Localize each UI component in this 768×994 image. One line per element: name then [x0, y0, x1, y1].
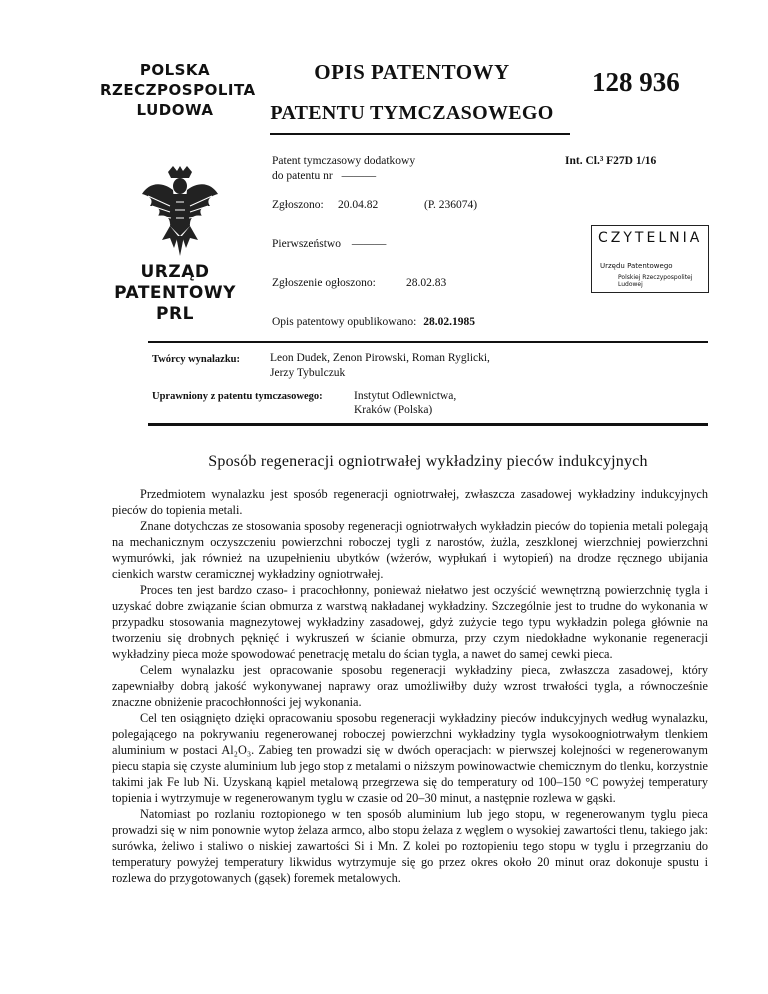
stamp-line-1: Urzędu Patentowego	[600, 262, 673, 270]
owner-line-2: Kraków (Polska)	[354, 404, 433, 416]
paragraph: Przedmiotem wynalazku jest sposób regeneracji ogniotrwałej, zwłaszcza zasadowej wykładziny indukcyjnych pieców do topienia metali.	[112, 487, 708, 517]
paragraph: Cel ten osiągnięto dzięki opracowaniu sposobu regeneracji wykładziny pieców indukcyjnych według wynalazku, polegającego na pokrywaniu regenerowanej roboczej powierzchni wykładziny tygla wysokoogniotrwałym tlenkiem aluminium w postaci Al₂O₃. Zabieg ten prowadzi się w dwóch operacjach: w pierwszej kolejności w regenerowanym piecu stapia się czyste aluminium lub jego stop z metalami o niższym powinowactwie chemicznym do tlenku, korzystnie takimi jak Fe lub Ni. Uzyskaną kąpiel metalową przegrzewa się do temperatury od 100–150 °C powyżej temperatury topienia i wytrzymuje w regenerowanym tyglu w czasie od 20–30 minut, a następnie rozlewa w gąski.	[112, 711, 708, 805]
office-line: URZĄD	[140, 262, 210, 282]
document-title	[262, 58, 562, 128]
additional-patent-label-1: Patent tymczasowy dodatkowy	[272, 155, 416, 167]
paragraph: Proces ten jest bardzo czaso- i pracochłonny, ponieważ niełatwo jest oczyścić wewnętrzną powierzchnię tygla i uzyskać dobre związanie ścian obmurza z warstwą nakładanej wykładziny. Szczególnie jest to trudne do wykonania w przypadku stosowania magnezytowej wykładziny zasadowej, gdyż zużycie tego typu wykładzin polega głównie na tworzeniu się drobnych pęknięć i wykruszeń w ścianie obmurza, przy czym niedokładne wykonanie regeneracji wykładziny pieca może spowodować penetrację metalu do ścian tygla, a nawet do samej cewki pieca.	[112, 583, 708, 661]
inventors-label: Twórcy wynalazku:	[152, 354, 240, 365]
additional-patent-label-2-text: do patentu nr	[272, 170, 333, 182]
eagle-emblem-icon	[140, 166, 220, 256]
patent-number: 128 936	[592, 67, 680, 97]
country-line: LUDOWA	[136, 101, 214, 119]
stamp-title: CZYTELNIA	[598, 230, 703, 246]
section-divider-2	[148, 423, 708, 426]
description-body	[112, 486, 708, 886]
title-rule	[270, 133, 570, 135]
announced-label: Zgłoszenie ogłoszono:	[272, 277, 376, 289]
published-date: 28.02.1985	[423, 316, 475, 328]
title-line-1: OPIS PATENTOWY	[314, 60, 510, 84]
additional-patent-label-2	[272, 169, 376, 184]
inventors-line-2: Jerzy Tybulczuk	[270, 367, 346, 379]
reading-room-stamp	[591, 225, 709, 293]
section-divider	[148, 341, 708, 343]
filing-label: Zgłoszono:	[272, 199, 324, 211]
published-label: Opis patentowy opublikowano:	[272, 316, 417, 328]
owner-label: Uprawniony z patentu tymczasowego:	[152, 391, 323, 402]
patent-office	[100, 262, 250, 325]
priority-label: Pierwszeństwo	[272, 238, 341, 250]
priority	[272, 237, 386, 252]
inventors-line-1: Leon Dudek, Zenon Pirowski, Roman Ryglicki,	[270, 352, 490, 364]
title-line-2: PATENTU TYMCZASOWEGO	[270, 102, 554, 124]
filing-date: 20.04.82	[338, 199, 379, 211]
paragraph: Natomiast po rozlaniu roztopionego w ten sposób aluminium lub jego stopu, w regenerowanym tyglu pieca prowadzi się w nim ponownie wytop żelaza armco, albo stopu żelaza z węglem o wysokiej zawartości tlenu, takiego jak: surówka, żeliwo i staliwo o niskiej zawartości Si i Mn. Z kolei po roztopieniu tego stopu w tyglu i przegrzaniu do temperatury powyżej temperatury likwidus wytrzymuje się go przez okres około 20 minut oraz dokonuje spustu i rozlewa do przygotowanych (gąsek) foremek metalowych.	[112, 807, 708, 885]
country-name	[100, 60, 256, 120]
stamp-line-2: Polskiej Rzeczypospolitej Ludowej	[618, 274, 693, 288]
paragraph: Znane dotychczas ze stosowania sposoby regeneracji ogniotrwałych wykładzin pieców do topienia metali polegają na mechanicznym oczyszczeniu powierzchni roboczej tygli z narostów, żużla, zeszklonej wierzchniej powierzchni wymurówki, jak również na uzupełnieniu ubytków (wżerów, wypłukań i wytopień) na drodze ręcznego ubijania cienkich warstw ceramicznej wykładziny ogniotrwałej.	[112, 519, 708, 581]
announced-date: 28.02.83	[406, 277, 447, 289]
country-line: POLSKA	[139, 61, 211, 79]
invention-title: Sposób regeneracji ogniotrwałej wykładziny pieców indukcyjnych	[208, 453, 648, 470]
owner-line-1: Instytut Odlewnictwa,	[354, 390, 457, 402]
application-number: (P. 236074)	[424, 199, 478, 211]
priority-value: ———	[351, 238, 387, 250]
country-line: RZECZPOSPOLITA	[100, 81, 256, 99]
int-cl: Int. Cl.³ F27D 1/16	[565, 155, 657, 167]
additional-patent-value: ———	[341, 170, 377, 182]
published	[272, 315, 475, 330]
office-line: PRL	[156, 304, 194, 324]
office-line: PATENTOWY	[114, 283, 236, 303]
paragraph: Celem wynalazku jest opracowanie sposobu regeneracji wykładziny pieca, zwłaszcza zasadowej, który zapewniałby dobrą jakość wykonywanej naprawy oraz umożliwiłby duży wzrost trwałości tygla, a równocześnie znaczne obniżenie pracochłonności jej wykonania.	[112, 663, 708, 709]
